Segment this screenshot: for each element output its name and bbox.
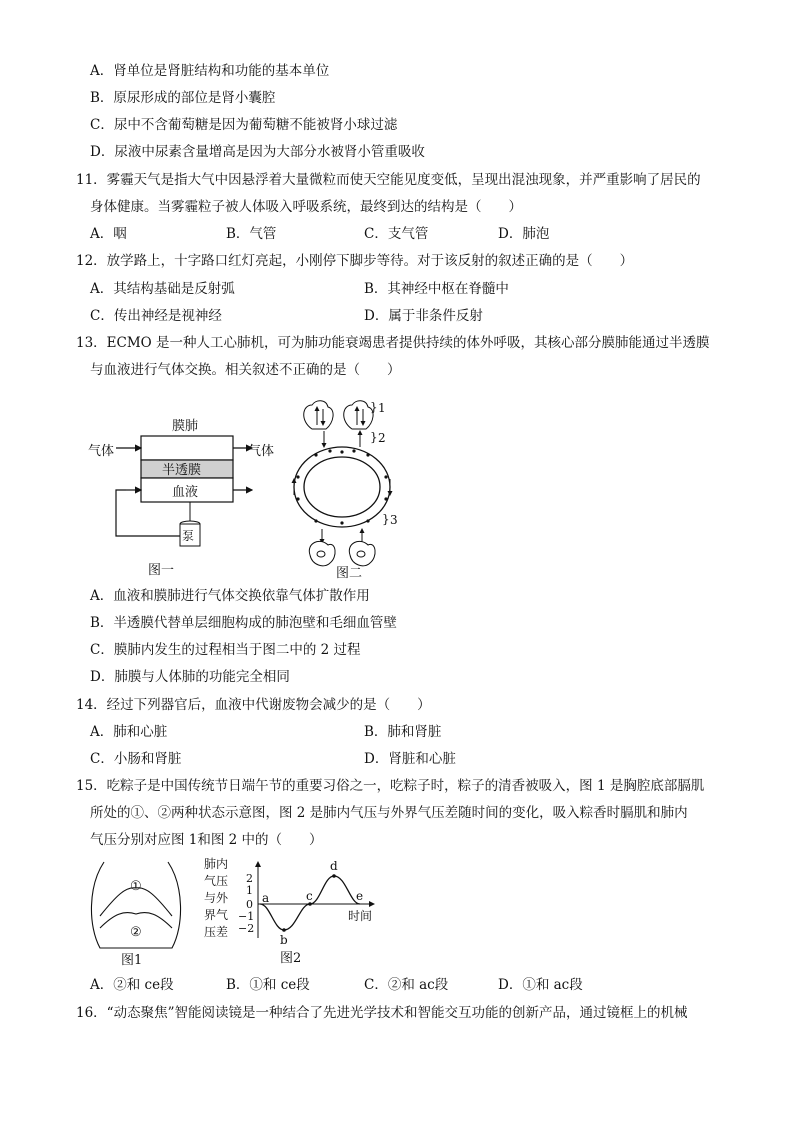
figure-2-caption: 图2 xyxy=(280,951,302,966)
svg-text:}: } xyxy=(382,512,390,526)
q14-stem: 14．经过下列器官后，血液中代谢废物会减少的是（ ） xyxy=(76,697,431,713)
state-1-label: ① xyxy=(130,879,142,894)
q13-option-b: B．半透膜代替单层细胞构成的肺泡壁和毛细血管壁 xyxy=(90,615,397,631)
q10-option-c: C．尿中不含葡萄糖是因为葡萄糖不能被肾小球过滤 xyxy=(90,117,398,133)
q16-stem-line1: 16．“动态聚焦”智能阅读镜是一种结合了先进光学技术和智能交互功能的创新产品，通过镜框上的机械 xyxy=(76,1005,688,1021)
ytick-1: 1 xyxy=(246,884,253,897)
gas-chamber xyxy=(141,436,233,460)
q12-option-b: B．其神经中枢在脊髓中 xyxy=(364,281,509,297)
ylabel-line-3: 与外 xyxy=(204,891,229,905)
q13-option-a: A．血液和膜肺进行气体交换依靠气体扩散作用 xyxy=(90,588,370,604)
ytick-neg2: −2 xyxy=(238,922,255,935)
q13-stem-line1: 13．ECMO 是一种人工心肺机，可为肺功能衰竭患者提供持续的体外呼吸，其核心部分膜肺能通过半透膜 xyxy=(76,335,710,351)
q10-option-a: A．肾单位是肾脏结构和功能的基本单位 xyxy=(90,63,330,79)
q14-option-b: B．肺和肾脏 xyxy=(364,724,442,740)
point-d-marker xyxy=(332,874,336,878)
q14-option-a: A．肺和心脏 xyxy=(90,724,168,740)
q11-option-d: D．肺泡 xyxy=(498,226,550,242)
ytick-2: 2 xyxy=(246,872,253,885)
point-c-label: c xyxy=(306,889,313,903)
q12-option-c: C．传出神经是视神经 xyxy=(90,308,222,324)
pump-label: 泵 xyxy=(182,529,195,543)
label-1: 1 xyxy=(378,401,386,415)
figure1-caption: 图一 xyxy=(148,563,175,578)
ylabel-line-4: 界气 xyxy=(204,908,229,922)
q15-stem-line3: 气压分别对应图 1和图 2 中的（ ） xyxy=(90,832,323,848)
alveolus-right xyxy=(344,401,373,429)
bracket-label-1: } xyxy=(370,400,378,414)
tissue-cell-left xyxy=(309,541,335,565)
pressure-difference-chart xyxy=(196,852,386,972)
gas-out-label: 气体 xyxy=(248,444,275,459)
q10-option-d: D．尿液中尿素含量增高是因为大部分水被肾小管重吸收 xyxy=(90,144,425,160)
blood-label: 血液 xyxy=(172,485,199,500)
label-3: 3 xyxy=(390,513,398,527)
label-2: 2 xyxy=(378,431,386,445)
q11-stem-line2: 身体健康。当雾霾粒子被人体吸入呼吸系统，最终到达的结构是（ ） xyxy=(90,199,522,215)
q15-option-d: D．①和 ac段 xyxy=(498,977,583,993)
q15-option-c: C．②和 ac段 xyxy=(364,977,449,993)
q11-option-c: C．支气管 xyxy=(364,226,429,242)
point-a-label: a xyxy=(262,891,270,905)
q15-stem-line2: 所处的①、②两种状态示意图，图 2 是肺内气压与外界气压差随时间的变化，吸入粽香时膈肌和肺内 xyxy=(90,805,688,821)
ytick-neg1: −1 xyxy=(238,910,255,923)
q10-option-b: B．原尿形成的部位是肾小囊腔 xyxy=(90,90,276,106)
svg-text:}: } xyxy=(370,430,378,444)
q12-stem: 12．放学路上，十字路口红灯亮起，小刚停下脚步等待。对于该反射的叙述正确的是（ ） xyxy=(76,253,634,269)
gas-exchange-circulation-diagram xyxy=(286,395,416,580)
q13-option-c: C．膜肺内发生的过程相当于图二中的 2 过程 xyxy=(90,642,361,658)
gas-in-label: 气体 xyxy=(88,444,115,459)
semipermeable-label: 半透膜 xyxy=(162,463,202,478)
q11-stem-line1: 11．雾霾天气是指大气中因悬浮着大量微粒而使天空能见度变低，呈现出混浊现象，并严重影响了居民的 xyxy=(76,172,701,188)
point-d-label: d xyxy=(330,859,338,873)
q15-stem-line1: 15．吃粽子是中国传统节日端午节的重要习俗之一，吃粽子时，粽子的清香被吸入，图 1 是胸腔底部膈肌 xyxy=(76,778,705,794)
ylabel-line-5: 压差 xyxy=(204,925,229,939)
membrane-lung-label: 膜肺 xyxy=(172,419,199,434)
alveolus-left xyxy=(304,401,333,429)
q15-option-a: A．②和 ce段 xyxy=(90,977,174,993)
figure-1-caption: 图1 xyxy=(121,953,143,968)
q11-option-b: B．气管 xyxy=(226,226,277,242)
x-axis-label: 时间 xyxy=(348,909,373,923)
diaphragm-states-diagram xyxy=(86,856,186,971)
point-b-marker xyxy=(282,928,286,932)
circulation-outer-ring xyxy=(294,447,390,527)
q11-option-a: A．咽 xyxy=(90,226,127,242)
q13-stem-line2: 与血液进行气体交换。相关叙述不正确的是（ ） xyxy=(90,362,401,378)
blood-cell-dots xyxy=(296,449,387,524)
ytick-0: 0 xyxy=(246,898,253,911)
state-2-label: ② xyxy=(130,925,142,940)
point-b-label: b xyxy=(280,933,288,947)
q14-option-d: D．肾脏和心脏 xyxy=(364,751,456,767)
q15-option-b: B．①和 ce段 xyxy=(226,977,310,993)
circulation-inner-ring xyxy=(304,457,380,517)
ecmo-membrane-lung-diagram xyxy=(86,410,286,580)
q12-option-a: A．其结构基础是反射弧 xyxy=(90,281,235,297)
q12-option-d: D．属于非条件反射 xyxy=(364,308,483,324)
tissue-cell-right xyxy=(349,541,375,565)
q14-option-c: C．小肠和肾脏 xyxy=(90,751,182,767)
ylabel-line-2: 气压 xyxy=(204,874,229,888)
ylabel-line-1: 肺内 xyxy=(204,857,229,871)
q13-option-d: D．肺膜与人体肺的功能完全相同 xyxy=(90,669,290,685)
figure2-caption: 图二 xyxy=(336,566,363,580)
point-e-label: e xyxy=(356,889,364,903)
